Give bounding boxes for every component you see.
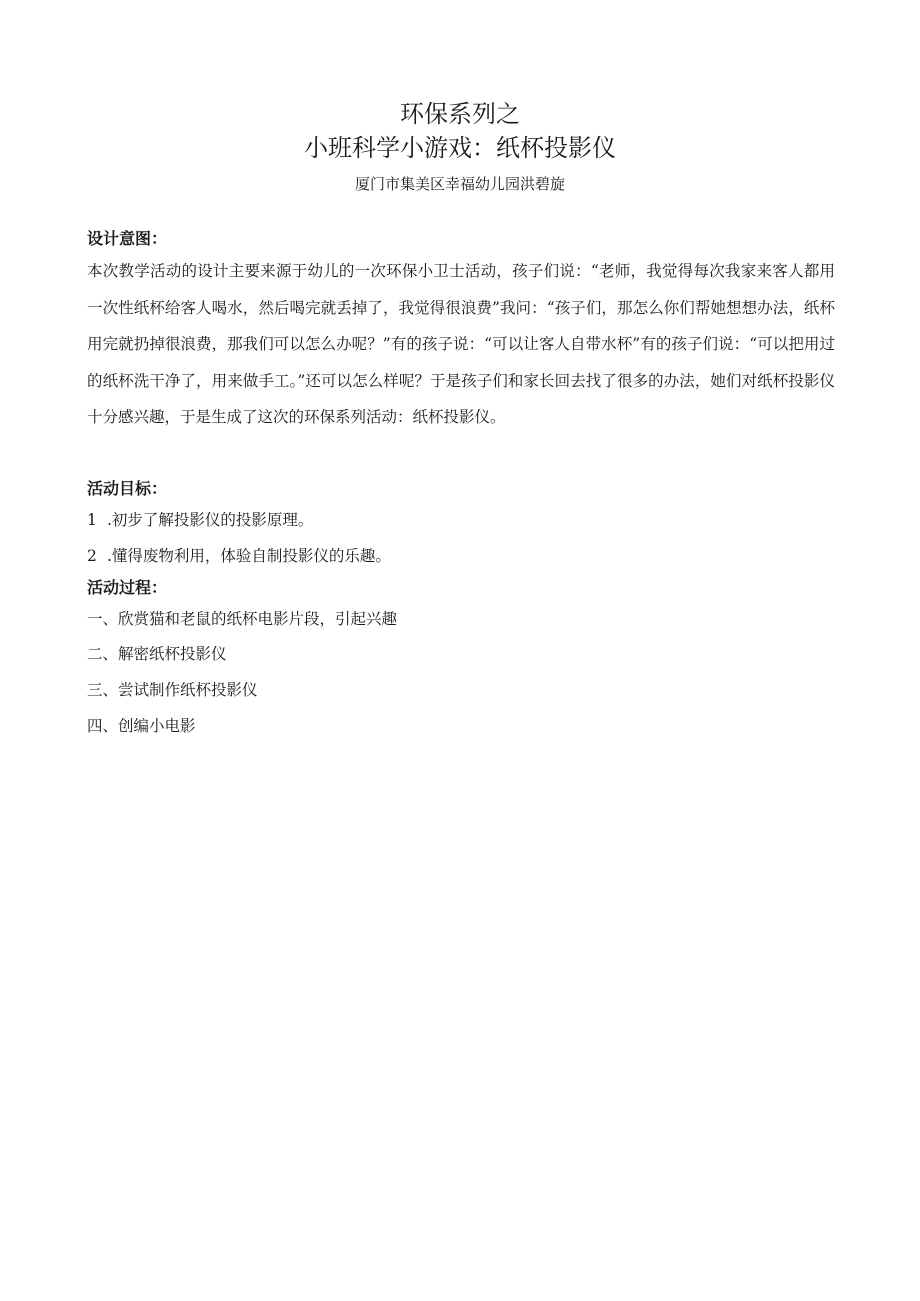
title-block [0, 98, 920, 194]
design-intent-heading: 设计意图： [87, 229, 168, 248]
process-step-4: 四、创编小电影 [87, 717, 196, 735]
process-step-2: 二、解密纸杯投影仪 [87, 645, 227, 663]
goal-text: .懂得废物利用，体验自制投影仪的乐趣。 [107, 547, 391, 565]
design-intent-paragraph: 本次教学活动的设计主要来源于幼儿的一次环保小卫士活动，孩子们说：“老师，我觉得每次我家来客人都用一次性纸杯给客人喝水，然后喝完就丢掉了，我觉得很浪费”我问：“孩子们，那怎么你们帮她想想办法，纸杯用完就扔掉很浪费，那我们可以怎么办呢？”有的孩子说：“可以让客人自带水杯”有的孩子们说：“可以把用过的纸杯洗干净了，用来做手工。”还可以怎么样呢？于是孩子们和家长回去找了很多的办法，她们对纸杯投影仪十分感兴趣，于是生成了这次的环保系列活动：纸杯投影仪。 [87, 262, 835, 426]
process-heading: 活动过程： [87, 578, 168, 597]
goal-number: 1 [87, 511, 97, 529]
document-author: 厦门市集美区幸福幼儿园洪碧旋 [354, 175, 565, 193]
goal-text: .初步了解投影仪的投影原理。 [107, 511, 314, 529]
goal-item-1 [87, 509, 313, 531]
goals-heading: 活动目标： [87, 479, 168, 498]
process-step-1: 一、欣赏猫和老鼠的纸杯电影片段，引起兴趣 [87, 610, 398, 628]
document-title-series: 环保系列之 [400, 100, 520, 128]
document-title: 小班科学小游戏：纸杯投影仪 [304, 134, 616, 162]
process-step-3: 三、尝试制作纸杯投影仪 [87, 681, 258, 699]
goal-item-2 [87, 545, 391, 567]
goal-number: 2 [87, 547, 97, 565]
